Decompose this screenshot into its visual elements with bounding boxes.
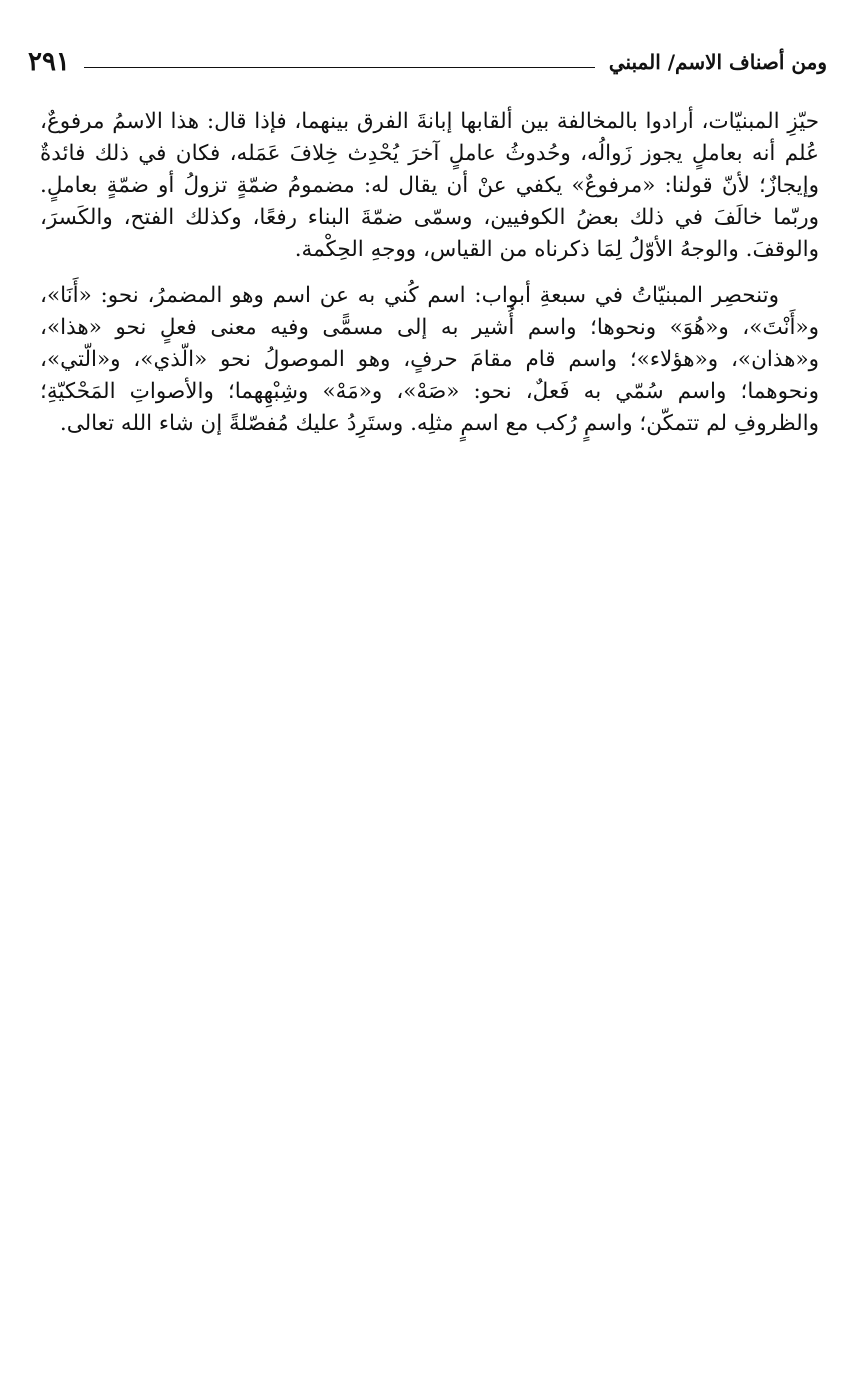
paragraph-2: وتنحصِر المبنيّاتُ في سبعةِ أبواب: اسم كُني به عن اسم وهو المضمرُ، نحو: «أَنَا»، و«أَنْتَ»، و«هُوَ» ونحوها؛ واسم أُشير به إلى مسمًّى وفيه معنى فعلٍ نحو «هذا»، و«هذان»، و«هؤلاء»؛ واسم قام مقامَ حرفٍ، وهو الموصولُ نحو «الّذي»، و«الّتي»، ونحوهما؛ واسم سُمّي به فَعلٌ، نحو: «صَهْ»، و«مَهْ» وشِبْهِهما؛ والأصواتِ المَحْكيّةِ؛ والظروفِ لم تتمكّن؛ واسمٍ رُكب مع اسمٍ مثلِه. وستَرِدُ عليك مُفصّلةً إن شاء الله تعالى. [40, 283, 819, 436]
running-header-title: ومن أصناف الاسم/ المبني [608, 50, 827, 74]
running-header [28, 42, 827, 82]
paragraph-1: حيّزِ المبنيّات، أرادوا بالمخالفة بين ألقابها إبانةَ الفرق بينهما، فإذا قال: هذا الاسمُ مرفوعٌ، عُلم أنه بعاملٍ يجوز زَوالُه، وحُدوثُ عاملٍ آخرَ يُحْدِث خِلافَ عَمَله، فكان في ذلك فائدةٌ وإيجازٌ؛ لأنّ قولنا: «مرفوعٌ» يكفي عنْ أن يقال له: مضمومُ ضمّةٍ تزولُ أو ضمّةٍ بعاملٍ. وربّما خالَفَ في ذلك بعضُ الكوفيين، وسمّى ضمّةَ البناء رفعًا، وكذلك الفتح، والكَسرَ، والوقفَ. والوجهُ الأوّلُ لِمَا ذكرناه من القياس، ووجهِ الحِكْمة. [40, 109, 819, 262]
body-text [40, 106, 819, 440]
header-rule [84, 67, 595, 68]
page-number: ٢٩١ [28, 47, 70, 77]
